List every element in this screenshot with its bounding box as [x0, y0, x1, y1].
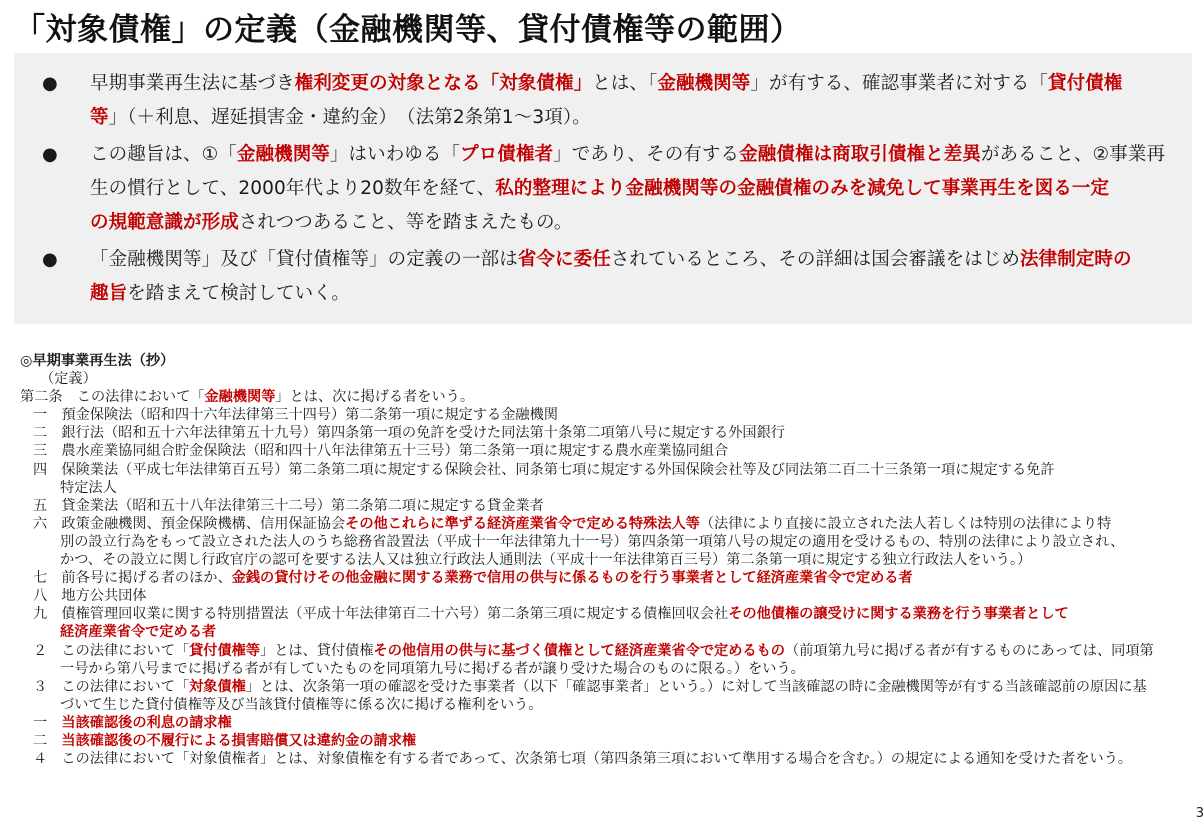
emphasis: 当該確認後の利息の請求権	[61, 714, 232, 731]
text: 早期事業再生法に基づき	[90, 73, 295, 94]
emphasis: 金銭の貸付けその他金融に関する業務で信用の供与に係るものを行う事業者として経済産業省令で定める者	[231, 570, 913, 587]
law-item-9	[20, 605, 1190, 623]
text: とは、「	[592, 73, 658, 94]
text: （法律により直接に設立された法人若しくは特別の法律により特	[699, 515, 1112, 532]
emphasis: 金融機関等	[204, 389, 276, 406]
text: 第二条 この法律において「	[20, 389, 205, 406]
text: 一	[33, 714, 62, 731]
text: この趣旨は、①「	[90, 144, 237, 165]
emphasis: 金融債権は商取引債権と差異	[739, 144, 981, 165]
emphasis: 法律制定時の	[1020, 249, 1132, 270]
emphasis: 経済産業省令で定める者	[60, 624, 217, 641]
emphasis: プロ債権者	[460, 144, 554, 165]
law-section-label: （定義）	[40, 371, 97, 388]
bullet-dot-icon: ●	[42, 144, 58, 165]
text: されつつあること、等を踏まえたもの。	[238, 212, 573, 233]
law-paragraph-4: ４ この法律において「対象債権者」とは、対象債権を有する者であって、次条第七項（第四条第三項において準用する場合を含む。）の規定による通知を受けた者をいう。	[33, 751, 1133, 768]
law-item-7	[20, 569, 1190, 587]
summary-bullet-2	[42, 138, 1174, 240]
text: 」（＋利息、遅延損害金・違約金） （法第2条第1～3項）。	[108, 107, 591, 128]
law-paragraph-3-item-1	[20, 714, 1190, 732]
text: 」とは、次条第一項の確認を受けた事業者（以下「確認事業者」という。）に対して当該確認の時に金融機関等が有する当該確認前の原因に基	[245, 678, 1147, 695]
law-item-5: 五 貸金業法（昭和五十八年法律第三十二号）第二条第二項に規定する貸金業者	[33, 497, 544, 514]
text: されているところ、その詳細は国会審議をはじめ	[610, 249, 1021, 270]
law-item-6	[20, 515, 1190, 533]
text: （前項第九号に掲げる者が有するものにあっては、同項第	[785, 642, 1154, 659]
emphasis: 貸付債権等	[189, 642, 261, 659]
summary-bullet-3	[42, 243, 1174, 311]
text: 」はいわゆる「	[329, 144, 461, 165]
summary-box	[14, 53, 1192, 324]
emphasis: 省令に委任	[517, 249, 611, 270]
law-item-1: 一 預金保険法（昭和四十六年法律第三十四号）第二条第一項に規定する金融機関	[33, 407, 558, 424]
text: ３ この法律において「	[33, 678, 190, 695]
text: を踏まえて検討していく。	[127, 283, 351, 304]
emphasis: の規範意識が形成	[90, 212, 239, 233]
law-paragraph-3-cont: づいて生じた貸付債権等及び当該貸付債権等に係る次に掲げる権利をいう。	[60, 696, 543, 713]
law-item-6-cont: 別の設立行為をもって設立された法人のうち総務省設置法（平成十一年法律第九十一号）第四条第一項第八号の規定の適用を受けるもの、特別の法律により設立され、	[60, 533, 1125, 550]
law-item-8: 八 地方公共団体	[33, 588, 147, 605]
law-paragraph-3-item-2	[20, 732, 1190, 750]
emphasis: 貸付債権	[1048, 73, 1123, 94]
text: があること、②事業再	[980, 144, 1166, 165]
law-paragraph-2	[20, 642, 1190, 660]
emphasis: その他信用の供与に基づく債権として経済産業省令で定めるもの	[373, 642, 785, 659]
page-title: 「対象債権」の定義（金融機関等、貸付債権等の範囲）	[14, 12, 802, 48]
text: 」とは、次に掲げる者をいう。	[275, 389, 475, 406]
text: 六 政策金融機関、預金保険機構、信用保証協会	[33, 515, 346, 532]
emphasis: その他これらに準ずる経済産業省令で定める特殊法人等	[345, 515, 700, 532]
emphasis: 等	[90, 107, 109, 128]
text: 七 前各号に掲げる者のほか、	[33, 570, 232, 587]
text: ２ この法律において「	[33, 642, 190, 659]
law-item-2: 二 銀行法（昭和五十六年法律第五十九号）第四条第一項の免許を受けた同法第十条第二項第八号に規定する外国銀行	[33, 425, 785, 442]
text: 」であり、その有する	[553, 144, 740, 165]
text: 「金融機関等」及び「貸付債権等」の定義の一部は	[90, 249, 518, 270]
text: 九 債権管理回収業に関する特別措置法（平成十年法律第百二十六号）第二条第三項に規定する債権回収会社	[33, 606, 729, 623]
emphasis: 金融機関等	[657, 73, 751, 94]
emphasis: 対象債権	[189, 678, 246, 695]
emphasis: 私的整理により金融機関等の金融債権のみを減免して事業再生を図る一定	[495, 178, 1110, 199]
law-item-4-cont: 特定法人	[60, 479, 117, 496]
law-paragraph-3	[20, 678, 1190, 696]
text: 」が有する、確認事業者に対する「	[750, 73, 1048, 94]
page-number: 3	[1195, 806, 1204, 821]
emphasis: 当該確認後の不履行による損害賠償又は違約金の請求権	[61, 732, 417, 749]
text: 二	[33, 732, 62, 749]
law-heading: ◎早期事業再生法（抄）	[20, 353, 175, 369]
emphasis: その他債権の譲受けに関する業務を行う事業者として	[728, 606, 1069, 623]
law-item-4: 四 保険業法（平成七年法律第百五号）第二条第二項に規定する保険会社、同条第七項に規定する外国保険会社等及び同法第二百二十三条第一項に規定する免許	[33, 461, 1055, 478]
law-article-2	[20, 388, 1190, 406]
law-item-9-cont	[20, 623, 1190, 641]
summary-bullet-1	[42, 67, 1174, 135]
law-paragraph-2-cont: 一号から第八号までに掲げる者が有していたものを同項第九号に掲げる者が譲り受けた場合のものに限る。）をいう。	[60, 660, 805, 677]
text: 」とは、貸付債権	[260, 642, 374, 659]
law-excerpt	[20, 352, 1190, 768]
emphasis: 権利変更の対象となる「対象債権」	[294, 73, 593, 94]
bullet-dot-icon: ●	[42, 73, 58, 94]
bullet-dot-icon: ●	[42, 249, 58, 270]
law-item-6-cont: かつ、その設立に関し行政官庁の認可を要する法人又は独立行政法人通則法（平成十一年法律第百三号）第二条第一項に規定する独立行政法人をいう。）	[60, 552, 1032, 569]
law-item-3: 三 農水産業協同組合貯金保険法（昭和四十八年法律第五十三号）第二条第一項に規定する農水産業協同組合	[33, 443, 729, 460]
emphasis: 金融機関等	[236, 144, 330, 165]
emphasis: 趣旨	[90, 283, 128, 304]
text: 生の慣行として、2000年代より20数年を経て、	[90, 178, 496, 199]
